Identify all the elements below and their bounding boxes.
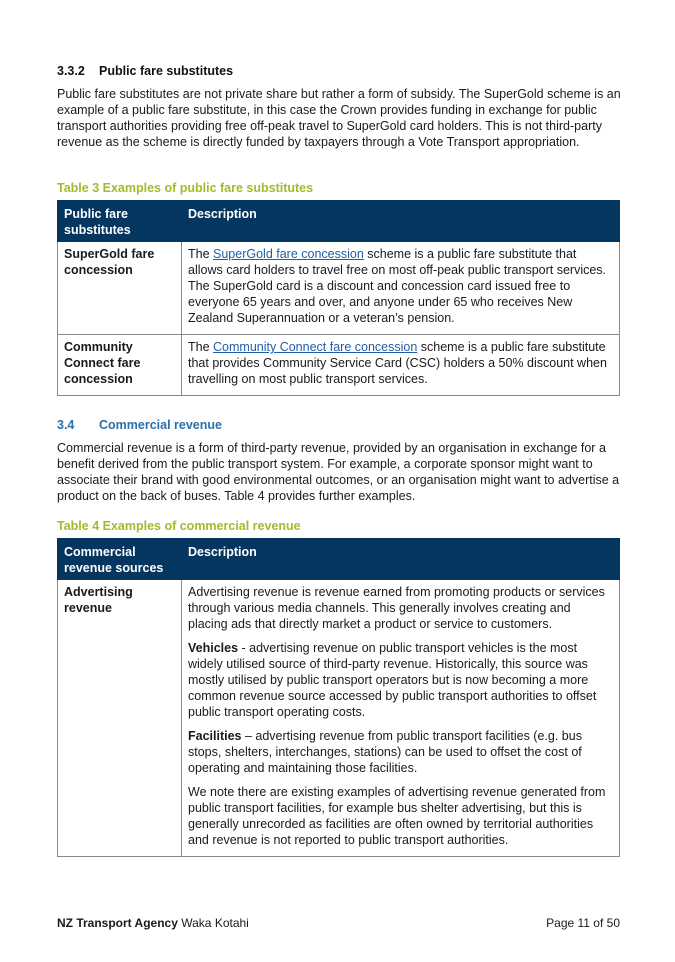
desc-paragraph: Advertising revenue is revenue earned from promoting products or services through various media channels. This generally involves creating and placing ads that directly market a product or service to customers. — [188, 585, 605, 631]
section-332-body: Public fare substitutes are not private share but rather a form of subsidy. The SuperGold scheme is an example of a public fare substitute, in this case the Crown provides funding in exchange for public transport authorities providing free off-peak travel to SuperGold card holders. This is not third-party revenue as the scheme is directly funded by taxpayers through a Vote Transport appropriation. — [57, 87, 621, 149]
row-description — [182, 242, 620, 335]
section-heading-332 — [57, 64, 233, 78]
row-name: Community Connect fare concession — [58, 335, 182, 396]
table-header-cell: Description — [182, 539, 620, 580]
row-name: SuperGold fare concession — [58, 242, 182, 335]
table-header-cell: Commercial revenue sources — [58, 539, 182, 580]
desc-text: The — [188, 247, 214, 261]
footer-org-rest: Waka Kotahi — [177, 916, 249, 930]
table-row — [58, 242, 620, 335]
footer-organisation — [57, 916, 249, 930]
section-number: 3.3.2 — [57, 64, 85, 78]
desc-text: scheme is a public fare substitute that provides Community Service Card (CSC) holders a 50% discount when travelling on most public transport services. — [188, 340, 607, 386]
table-header-cell: Description — [182, 201, 620, 242]
table-header-cell: Public fare substitutes — [58, 201, 182, 242]
desc-paragraph — [188, 640, 613, 720]
table-4 — [57, 538, 620, 857]
section-heading-34 — [57, 418, 222, 432]
table-header-row — [58, 201, 620, 242]
table-row — [58, 580, 620, 857]
row-description — [182, 335, 620, 396]
desc-bold-term: Facilities — [188, 729, 242, 743]
desc-text: - advertising revenue on public transport vehicles is the most widely utilised source of third-party revenue. Historically, this source was mostly utilised by public transport operators but is now becoming a more common revenue source accessed by public transport authorities to offset public transport operating costs. — [188, 641, 597, 719]
table-4-caption: Table 4 Examples of commercial revenue — [57, 519, 301, 533]
desc-bold-term: Vehicles — [188, 641, 239, 655]
page-number: Page 11 of 50 — [546, 916, 620, 930]
desc-text: scheme is a public fare substitute that allows card holders to travel free on most off-peak public transport services. The SuperGold card is a discount and concession card issued free to everyone 65 years and over, and anyone under 65 who receives New Zealand Superannuation or a veteran’s pension. — [188, 247, 607, 325]
section-title: Commercial revenue — [99, 418, 222, 432]
table-3-caption: Table 3 Examples of public fare substitutes — [57, 181, 314, 195]
row-name: Advertising revenue — [58, 580, 182, 857]
desc-text: The — [188, 340, 214, 354]
desc-paragraph: We note there are existing examples of advertising revenue generated from public transport facilities, for example bus shelter advertising, but this is generally unrecorded as facilities are often owned by territorial authorities and revenue is not reported to public transport authorities. — [188, 785, 606, 847]
table-3 — [57, 200, 620, 396]
desc-text: – advertising revenue from public transport facilities (e.g. bus stops, shelters, interchanges, stations) can be used to offset the cost of operating and maintaining those facilities. — [188, 729, 582, 775]
section-34-body: Commercial revenue is a form of third-party revenue, provided by an organisation in exchange for a benefit derived from the public transport system. For example, a corporate sponsor might want to associate their brand with good environmental outcomes, or an organisation might want to advertise a product on the back of buses. Table 4 provides further examples. — [57, 441, 620, 503]
table-header-row — [58, 539, 620, 580]
desc-paragraph — [188, 728, 613, 776]
community-connect-link[interactable]: Community Connect fare concession — [213, 340, 418, 354]
supergold-link[interactable]: SuperGold fare concession — [213, 247, 364, 261]
table-row — [58, 335, 620, 396]
section-number: 3.4 — [57, 418, 75, 432]
section-title: Public fare substitutes — [99, 64, 234, 78]
row-description — [182, 580, 620, 857]
footer-org-bold: NZ Transport Agency — [57, 916, 178, 930]
